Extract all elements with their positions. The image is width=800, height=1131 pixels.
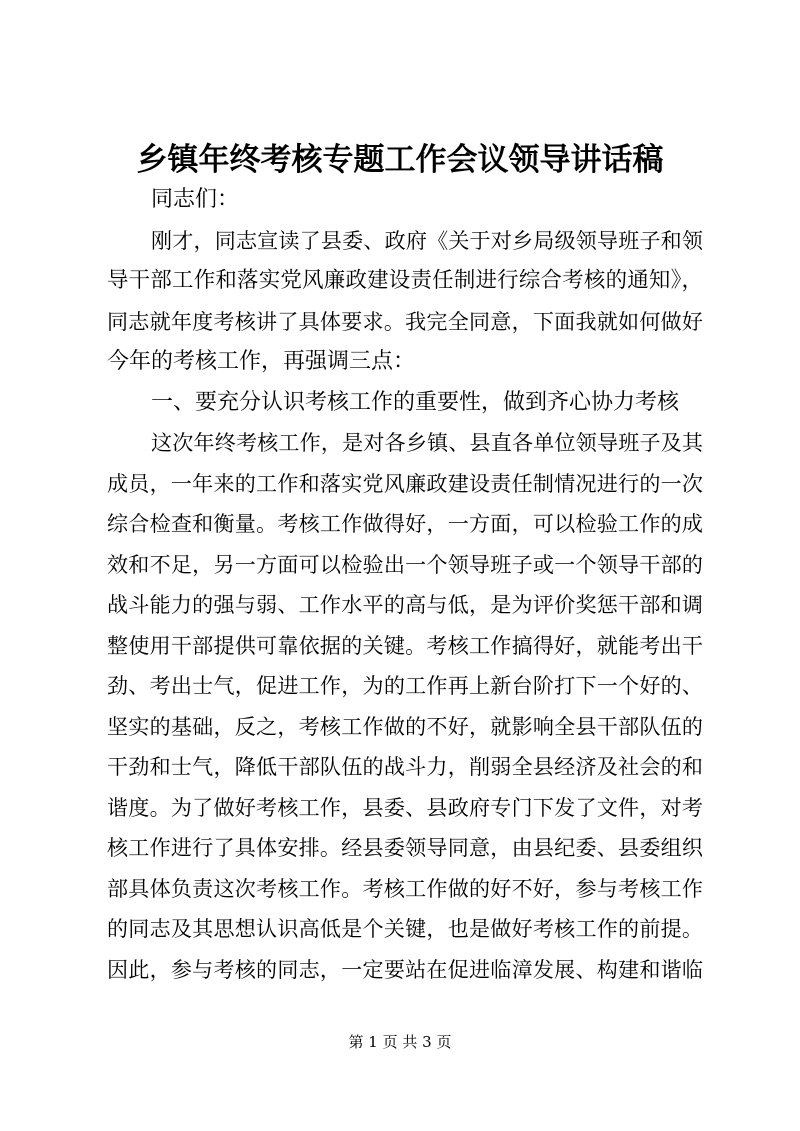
body-line: 干劲和士气，降低干部队伍的战斗力，削弱全县经济及社会的和 bbox=[107, 754, 703, 779]
body-line: 综合检查和衡量。考核工作做得好，一方面，可以检验工作的成 bbox=[107, 511, 703, 536]
document-title: 乡镇年终考核专题工作会议领导讲话稿 bbox=[136, 142, 664, 178]
body-line: 同志们： bbox=[151, 187, 240, 212]
body-line: 坚实的基础，反之，考核工作做的不好，就影响全县干部队伍的 bbox=[107, 713, 703, 739]
body-line: 同志就年度考核讲了具体要求。我完全同意，下面我就如何做好 bbox=[107, 308, 703, 334]
body-line: 这次年终考核工作，是对各乡镇、县直各单位领导班子及其 bbox=[151, 430, 703, 455]
section-heading: 一、要充分认识考核工作的重要性，做到齐心协力考核 bbox=[151, 389, 680, 415]
body-line: 刚才，同志宣读了县委、政府《关于对乡局级领导班子和领 bbox=[151, 227, 703, 253]
body-line: 战斗能力的强与弱、工作水平的高与低，是为评价奖惩干部和调 bbox=[107, 592, 703, 617]
body-line: 成员，一年来的工作和落实党风廉政建设责任制情况进行的一次 bbox=[107, 470, 703, 496]
body-line: 的同志及其思想认识高低是个关键，也是做好考核工作的前提。 bbox=[107, 916, 703, 941]
body-line: 导干部工作和落实党风廉政建设责任制进行综合考核的通知》， bbox=[107, 268, 703, 293]
body-line: 因此，参与考核的同志，一定要站在促进临漳发展、构建和谐临 bbox=[107, 956, 703, 982]
body-line: 核工作进行了具体安排。经县委领导同意，由县纪委、县委组织 bbox=[107, 835, 703, 860]
page-footer: 第 1 页 共 3 页 bbox=[348, 1033, 452, 1051]
body-line: 效和不足，另一方面可以检验出一个领导班子或一个领导干部的 bbox=[107, 551, 703, 577]
body-line: 今年的考核工作，再强调三点： bbox=[107, 349, 416, 374]
body-line: 整使用干部提供可靠依据的关键。考核工作搞得好，就能考出干 bbox=[107, 632, 703, 658]
body-line: 谐度。为了做好考核工作，县委、县政府专门下发了文件，对考 bbox=[107, 794, 703, 820]
body-line: 劲、考出士气，促进工作，为的工作再上新台阶打下一个好的、 bbox=[107, 673, 703, 698]
body-line: 部具体负责这次考核工作。考核工作做的好不好，参与考核工作 bbox=[107, 875, 703, 901]
document-body bbox=[107, 180, 703, 990]
